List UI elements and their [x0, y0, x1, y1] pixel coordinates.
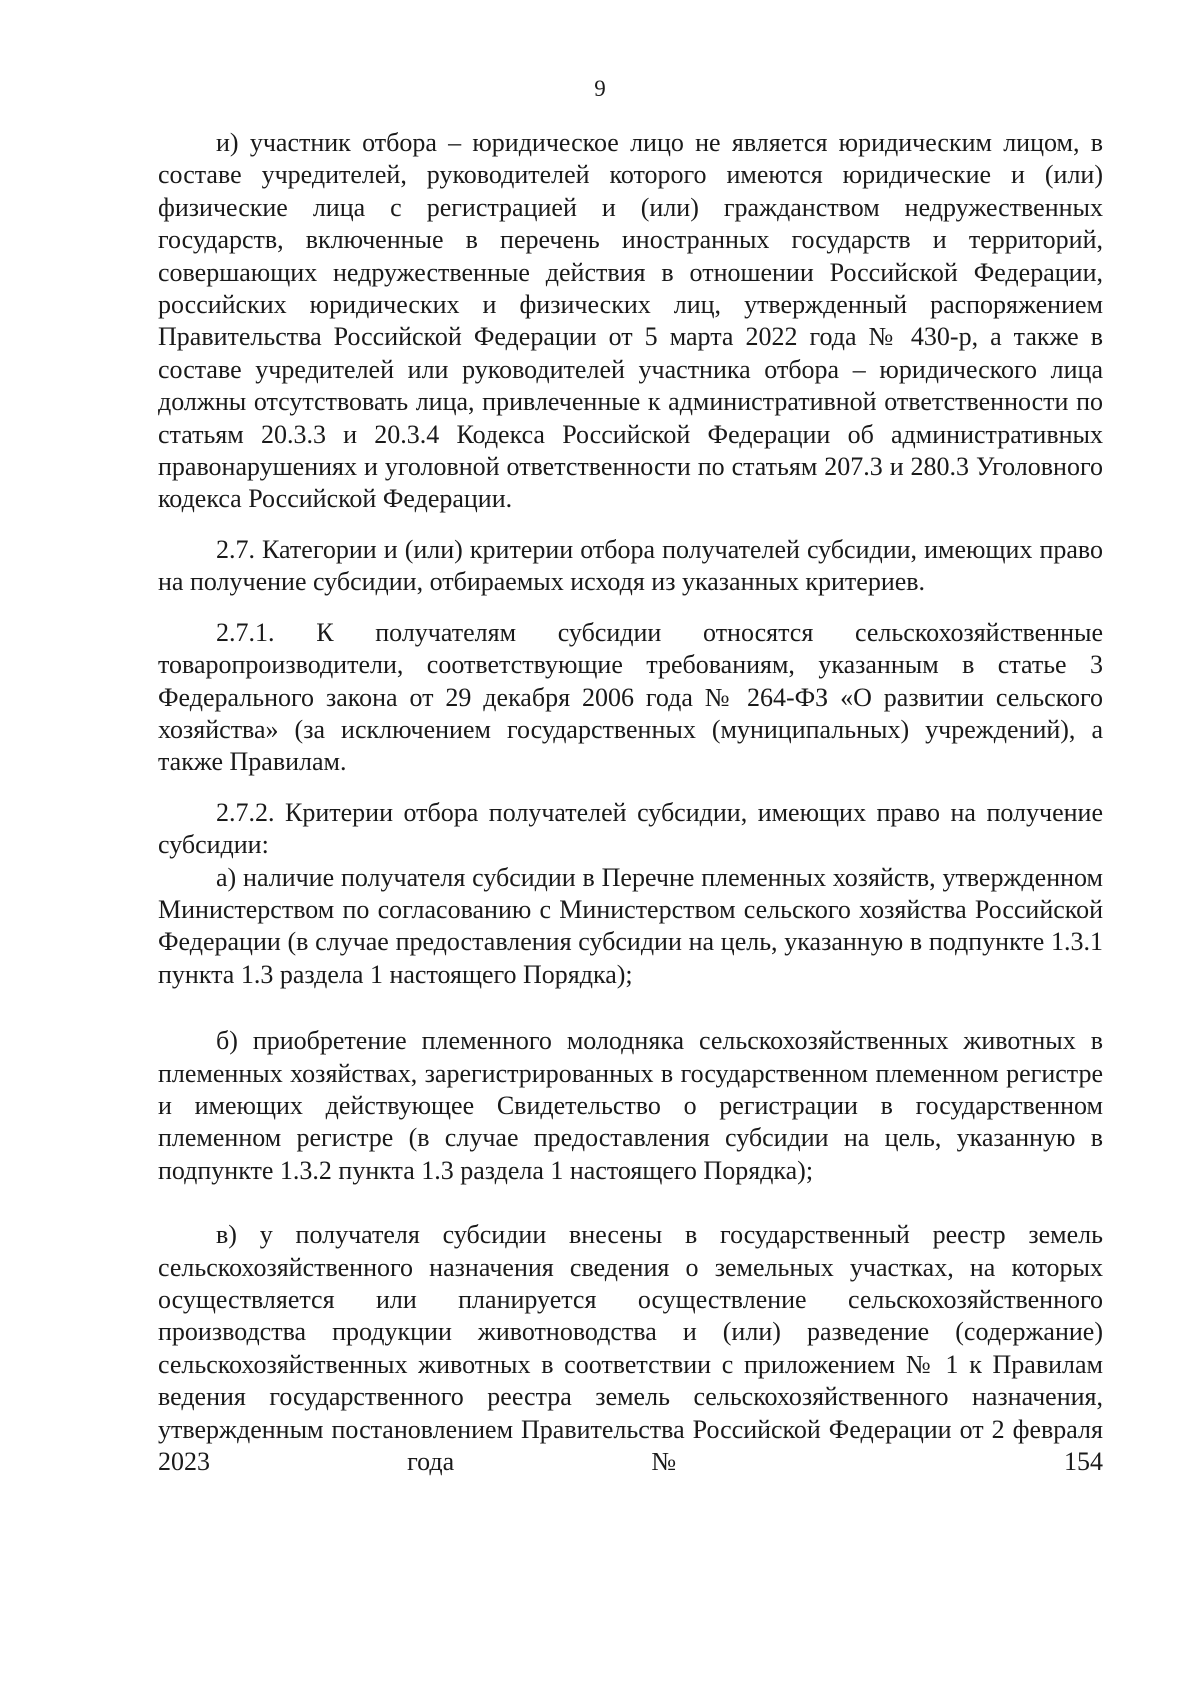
paragraph-item-b: б) приобретение племенного молодняка сельскохозяйственных животных в племенных хозяйствах, зарегистрированных в государственном племенном регистре и имеющих действующее Свидетельство о регистрации в государственном племенном регистре (в случае предоставления субсидии на цель, указанную в подпункте 1.3.2 пункта 1.3 раздела 1 настоящего Порядка);	[158, 1026, 1103, 1185]
paragraph-2-7-2: 2.7.2. Критерии отбора получателей субсидии, имеющих право на получение субсидии:	[158, 797, 1103, 860]
document-body	[158, 127, 1103, 1478]
paragraph-item-v: в) у получателя субсидии внесены в государственный реестр земель сельскохозяйственного назначения сведения о земельных участках, на которых осуществляется или планируется осуществление сельскохозяйственного производства продукции животноводства и (или) разведение (содержание) сельскохозяйственных животных в соответствии с приложением № 1 к Правилам ведения государственного реестра земель сельскохозяйственного назначения, утвержденным постановлением Правительства Российской Федерации от 2 февраля 2023 года № 154	[158, 1220, 1103, 1477]
page-number: 9	[594, 76, 606, 101]
paragraph-2-7: 2.7. Категории и (или) критерии отбора получателей субсидии, имеющих право на получение субсидии, отбираемых исходя из указанных критериев.	[158, 534, 1103, 597]
paragraph-2-7-1: 2.7.1. К получателям субсидии относятся сельскохозяйственные товаропроизводители, соответствующие требованиям, указанным в статье 3 Федерального закона от 29 декабря 2006 года № 264-ФЗ «О развитии сельского хозяйства» (за исключением государственных (муниципальных) учреждений), а также Правилам.	[158, 617, 1103, 777]
paragraph-item-a: а) наличие получателя субсидии в Перечне племенных хозяйств, утвержденном Министерством по согласованию с Министерством сельского хозяйства Российской Федерации (в случае предоставления субсидии на цель, указанную в подпункте 1.3.1 пункта 1.3 раздела 1 настоящего Порядка);	[158, 862, 1103, 989]
paragraph-item-i: и) участник отбора – юридическое лицо не является юридическим лицом, в составе учредителей, руководителей которого имеются юридические и (или) физические лица с регистрацией и (или) гражданством недружественных государств, включенные в перечень иностранных государств и территорий, совершающих недружественные действия в отношении Российской Федерации, российских юридических и физических лиц, утвержденный распоряжением Правительства Российской Федерации от 5 марта 2022 года № 430-р, а также в составе учредителей или руководителей участника отбора – юридического лица должны отсутствовать лица, привлеченные к административной ответственности по статьям 20.3.3 и 20.3.4 Кодекса Российской Федерации об административных правонарушениях и уголовной ответственности по статьям 207.3 и 280.3 Уголовного кодекса Российской Федерации.	[158, 128, 1103, 514]
